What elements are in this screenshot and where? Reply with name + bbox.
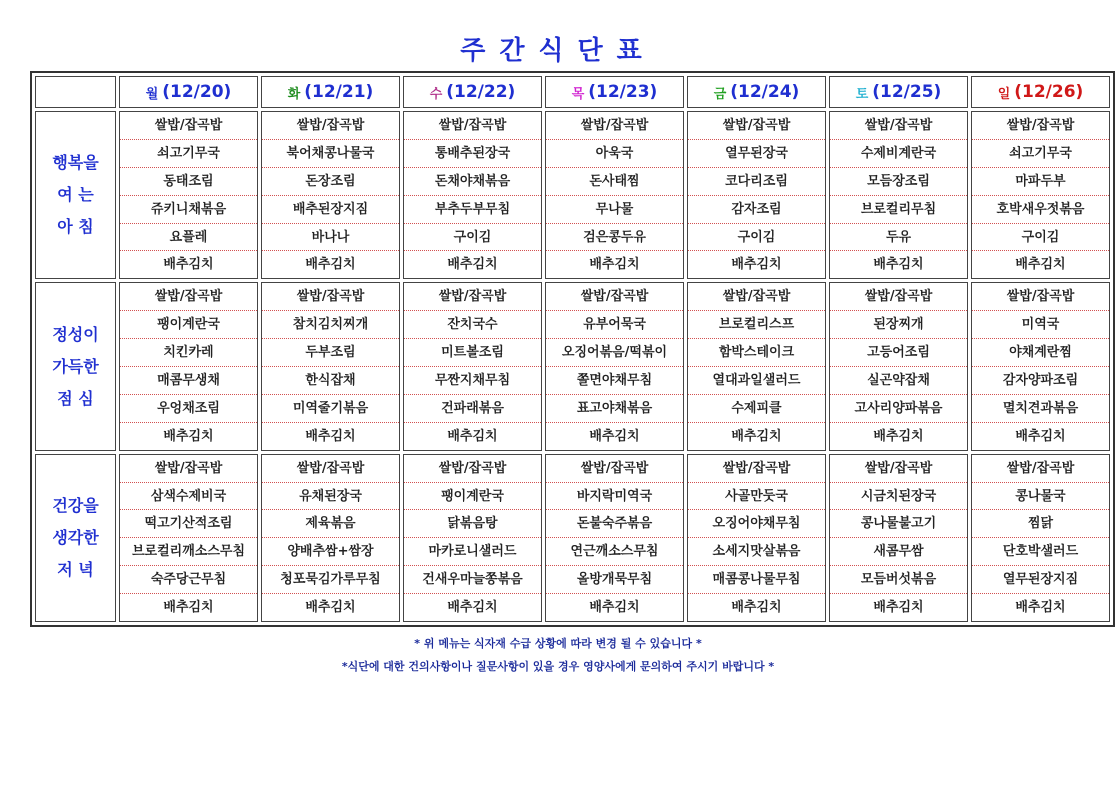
menu-item: 제육볶음 <box>262 510 399 538</box>
menu-item: 찜닭 <box>972 510 1109 538</box>
menu-item: 팽이계란국 <box>404 483 541 511</box>
menu-item: 쌀밥/잡곡밥 <box>404 112 541 140</box>
menu-item: 배추김치 <box>1015 257 1066 273</box>
menu-item: 배추김치 <box>731 257 782 273</box>
menu-item: 쌀밥/잡곡밥 <box>688 283 825 311</box>
meal-label-line: 건강을 <box>52 495 99 515</box>
menu-item: 고사리양파볶음 <box>830 395 967 423</box>
menu-item: 배추김치 <box>731 600 782 616</box>
day-icon: 월 <box>145 86 159 102</box>
menu-item: 쇠고기무국 <box>120 140 257 168</box>
menu-item: 고등어조림 <box>830 339 967 367</box>
day-date: (12/25) <box>872 82 942 102</box>
menu-item: 소세지맛살볶음 <box>688 538 825 566</box>
menu-item: 실곤약잡채 <box>830 367 967 395</box>
menu-item: 쌀밥/잡곡밥 <box>262 112 399 140</box>
menu-item: 모듬장조림 <box>830 168 967 196</box>
day-header <box>403 76 542 108</box>
menu-item: 쥬키니채볶음 <box>120 196 257 224</box>
menu-item: 쌀밥/잡곡밥 <box>262 283 399 311</box>
day-header <box>829 76 968 108</box>
menu-item: 열무된장지짐 <box>972 566 1109 594</box>
menu-item: 마파두부 <box>972 168 1109 196</box>
menu-item: 배추김치 <box>305 257 356 273</box>
menu-cell <box>545 454 684 622</box>
menu-item: 통배추된장국 <box>404 140 541 168</box>
menu-item: 배추김치 <box>873 600 924 616</box>
menu-item: 코다리조림 <box>688 168 825 196</box>
meal-label-line: 아 침 <box>57 217 94 237</box>
meal-label-line: 가득한 <box>52 356 99 376</box>
menu-item: 배추김치 <box>447 257 498 273</box>
menu-cell <box>687 282 826 450</box>
menu-item: 건파래볶음 <box>404 395 541 423</box>
menu-item: 함박스테이크 <box>688 339 825 367</box>
menu-item: 참치김치찌개 <box>262 311 399 339</box>
day-date: (12/22) <box>446 82 516 102</box>
menu-item: 삼색수제비국 <box>120 483 257 511</box>
menu-item: 배추김치 <box>1015 428 1066 444</box>
menu-item: 쌀밥/잡곡밥 <box>830 112 967 140</box>
menu-item: 마카로니샐러드 <box>404 538 541 566</box>
menu-item: 잔치국수 <box>404 311 541 339</box>
menu-item: 배추김치 <box>305 600 356 616</box>
day-date: (12/23) <box>588 82 658 102</box>
menu-item: 감자양파조림 <box>972 367 1109 395</box>
menu-item: 쫄면야채무침 <box>546 367 683 395</box>
menu-item: 돈불숙주볶음 <box>546 510 683 538</box>
menu-item: 쌀밥/잡곡밥 <box>404 455 541 483</box>
day-icon: 화 <box>287 86 301 102</box>
menu-item: 쇠고기무국 <box>972 140 1109 168</box>
meal-row <box>35 111 1110 279</box>
meal-label-line: 여 는 <box>57 185 94 205</box>
menu-item: 배추김치 <box>589 428 640 444</box>
menu-item: 돈채야채볶음 <box>404 168 541 196</box>
menu-item: 배추된장지짐 <box>262 196 399 224</box>
day-header <box>545 76 684 108</box>
menu-item: 쌀밥/잡곡밥 <box>972 112 1109 140</box>
menu-item: 무나물 <box>546 196 683 224</box>
meal-label-line: 저 녁 <box>57 559 94 579</box>
meal-label-line: 행복을 <box>52 153 99 173</box>
menu-item: 바나나 <box>262 224 399 252</box>
menu-item: 연근깨소스무침 <box>546 538 683 566</box>
menu-item: 쌀밥/잡곡밥 <box>404 283 541 311</box>
menu-cell <box>403 454 542 622</box>
menu-item: 유채된장국 <box>262 483 399 511</box>
menu-item: 된장찌개 <box>830 311 967 339</box>
menu-item: 배추김치 <box>163 257 214 273</box>
menu-item: 쌀밥/잡곡밥 <box>546 112 683 140</box>
menu-item: 오징어야채무침 <box>688 510 825 538</box>
menu-item: 브로컬리깨소스무침 <box>120 538 257 566</box>
day-header <box>687 76 826 108</box>
day-header <box>971 76 1110 108</box>
meal-row <box>35 454 1110 622</box>
menu-item: 구이김 <box>688 224 825 252</box>
meal-label <box>35 111 116 279</box>
meal-row <box>35 282 1110 450</box>
menu-item: 배추김치 <box>873 257 924 273</box>
menu-item: 배추김치 <box>873 428 924 444</box>
menu-item: 건새우마늘쫑볶음 <box>404 566 541 594</box>
menu-item: 새콤무쌈 <box>830 538 967 566</box>
meal-label-line: 생각한 <box>52 527 99 547</box>
menu-item: 미역줄기볶음 <box>262 395 399 423</box>
menu-item: 모듬버섯볶음 <box>830 566 967 594</box>
menu-cell <box>261 454 400 622</box>
menu-item: 배추김치 <box>589 257 640 273</box>
menu-cell <box>261 282 400 450</box>
menu-item: 양배추쌈+쌈장 <box>262 538 399 566</box>
menu-item: 북어채콩나물국 <box>262 140 399 168</box>
menu-item: 수제피클 <box>688 395 825 423</box>
menu-item: 사골만둣국 <box>688 483 825 511</box>
menu-item: 떡고기산적조림 <box>120 510 257 538</box>
menu-item: 멸치견과볶음 <box>972 395 1109 423</box>
menu-item: 돈사태찜 <box>546 168 683 196</box>
menu-item: 무짠지채무침 <box>404 367 541 395</box>
menu-item: 쌀밥/잡곡밥 <box>120 455 257 483</box>
menu-item: 검은콩두유 <box>546 224 683 252</box>
menu-item: 우엉채조림 <box>120 395 257 423</box>
menu-item: 표고야채볶음 <box>546 395 683 423</box>
menu-item: 배추김치 <box>731 428 782 444</box>
menu-item: 배추김치 <box>589 600 640 616</box>
menu-item: 두유 <box>830 224 967 252</box>
menu-item: 배추김치 <box>447 428 498 444</box>
menu-cell <box>971 111 1110 279</box>
menu-cell <box>829 282 968 450</box>
menu-item: 수제비계란국 <box>830 140 967 168</box>
menu-item: 쌀밥/잡곡밥 <box>688 112 825 140</box>
menu-item: 단호박샐러드 <box>972 538 1109 566</box>
day-icon: 수 <box>429 86 443 102</box>
menu-cell <box>119 454 258 622</box>
menu-item: 부추두부무침 <box>404 196 541 224</box>
menu-item: 쌀밥/잡곡밥 <box>120 112 257 140</box>
day-icon: 목 <box>571 86 585 102</box>
menu-cell <box>687 454 826 622</box>
menu-item: 매콤무생채 <box>120 367 257 395</box>
menu-item: 배추김치 <box>163 600 214 616</box>
menu-item: 열무된장국 <box>688 140 825 168</box>
header-row <box>35 76 1110 108</box>
meal-label-line: 정성이 <box>52 324 99 344</box>
menu-item: 호박새우젓볶음 <box>972 196 1109 224</box>
menu-item: 쌀밥/잡곡밥 <box>688 455 825 483</box>
menu-item: 쌀밥/잡곡밥 <box>972 283 1109 311</box>
menu-item: 미트볼조림 <box>404 339 541 367</box>
menu-item: 쌀밥/잡곡밥 <box>262 455 399 483</box>
menu-cell <box>971 454 1110 622</box>
menu-item: 시금치된장국 <box>830 483 967 511</box>
menu-item: 팽이계란국 <box>120 311 257 339</box>
menu-item: 구이김 <box>404 224 541 252</box>
menu-item: 올방개묵무침 <box>546 566 683 594</box>
menu-item: 쌀밥/잡곡밥 <box>830 283 967 311</box>
page-title: 주간식단표 <box>460 36 656 66</box>
day-date: (12/24) <box>730 82 800 102</box>
menu-item: 한식잡채 <box>262 367 399 395</box>
day-date: (12/26) <box>1014 82 1084 102</box>
menu-cell <box>687 111 826 279</box>
menu-cell <box>829 111 968 279</box>
menu-item: 감자조림 <box>688 196 825 224</box>
day-date: (12/21) <box>304 82 374 102</box>
menu-cell <box>545 111 684 279</box>
meal-label <box>35 454 116 622</box>
menu-item: 구이김 <box>972 224 1109 252</box>
day-date: (12/20) <box>162 82 232 102</box>
meal-label-line: 점 심 <box>57 388 94 408</box>
menu-item: 매콤콩나물무침 <box>688 566 825 594</box>
menu-cell <box>119 282 258 450</box>
menu-item: 쌀밥/잡곡밥 <box>830 455 967 483</box>
day-header <box>119 76 258 108</box>
menu-item: 콩나물불고기 <box>830 510 967 538</box>
menu-cell <box>403 111 542 279</box>
menu-item: 배추김치 <box>163 428 214 444</box>
menu-cell <box>971 282 1110 450</box>
menu-cell <box>119 111 258 279</box>
menu-item: 브로컬리무침 <box>830 196 967 224</box>
menu-item: 유부어묵국 <box>546 311 683 339</box>
menu-item: 쌀밥/잡곡밥 <box>120 283 257 311</box>
menu-item: 쌀밥/잡곡밥 <box>972 455 1109 483</box>
day-icon: 금 <box>713 86 727 102</box>
menu-item: 배추김치 <box>305 428 356 444</box>
notice-line-1: * 위 메뉴는 식자재 수급 상황에 따라 변경 될 수 있습니다 * <box>414 637 702 650</box>
meal-label <box>35 282 116 450</box>
menu-cell <box>545 282 684 450</box>
day-header <box>261 76 400 108</box>
menu-item: 배추김치 <box>447 600 498 616</box>
weekly-menu-table <box>30 71 1115 627</box>
menu-cell <box>261 111 400 279</box>
menu-item: 쌀밥/잡곡밥 <box>546 283 683 311</box>
menu-item: 미역국 <box>972 311 1109 339</box>
menu-cell <box>829 454 968 622</box>
corner-cell <box>35 76 116 108</box>
menu-item: 오징어볶음/떡볶이 <box>546 339 683 367</box>
menu-item: 배추김치 <box>1015 600 1066 616</box>
menu-item: 숙주당근무침 <box>120 566 257 594</box>
notice-line-2: *식단에 대한 건의사항이나 질문사항이 있을 경우 영양사에게 문의하여 주시기 바랍니다 * <box>341 660 775 673</box>
menu-item: 브로컬리스프 <box>688 311 825 339</box>
menu-item: 야채계란찜 <box>972 339 1109 367</box>
menu-item: 닭볶음탕 <box>404 510 541 538</box>
menu-item: 요플레 <box>120 224 257 252</box>
menu-item: 바지락미역국 <box>546 483 683 511</box>
menu-item: 열대과일샐러드 <box>688 367 825 395</box>
day-icon: 일 <box>997 86 1011 102</box>
menu-cell <box>403 282 542 450</box>
menu-item: 동태조림 <box>120 168 257 196</box>
menu-item: 치킨카레 <box>120 339 257 367</box>
menu-item: 청포묵김가루무침 <box>262 566 399 594</box>
menu-item: 쌀밥/잡곡밥 <box>546 455 683 483</box>
day-icon: 토 <box>855 86 869 102</box>
menu-item: 돈장조림 <box>262 168 399 196</box>
menu-item: 아욱국 <box>546 140 683 168</box>
menu-item: 콩나물국 <box>972 483 1109 511</box>
menu-item: 두부조림 <box>262 339 399 367</box>
